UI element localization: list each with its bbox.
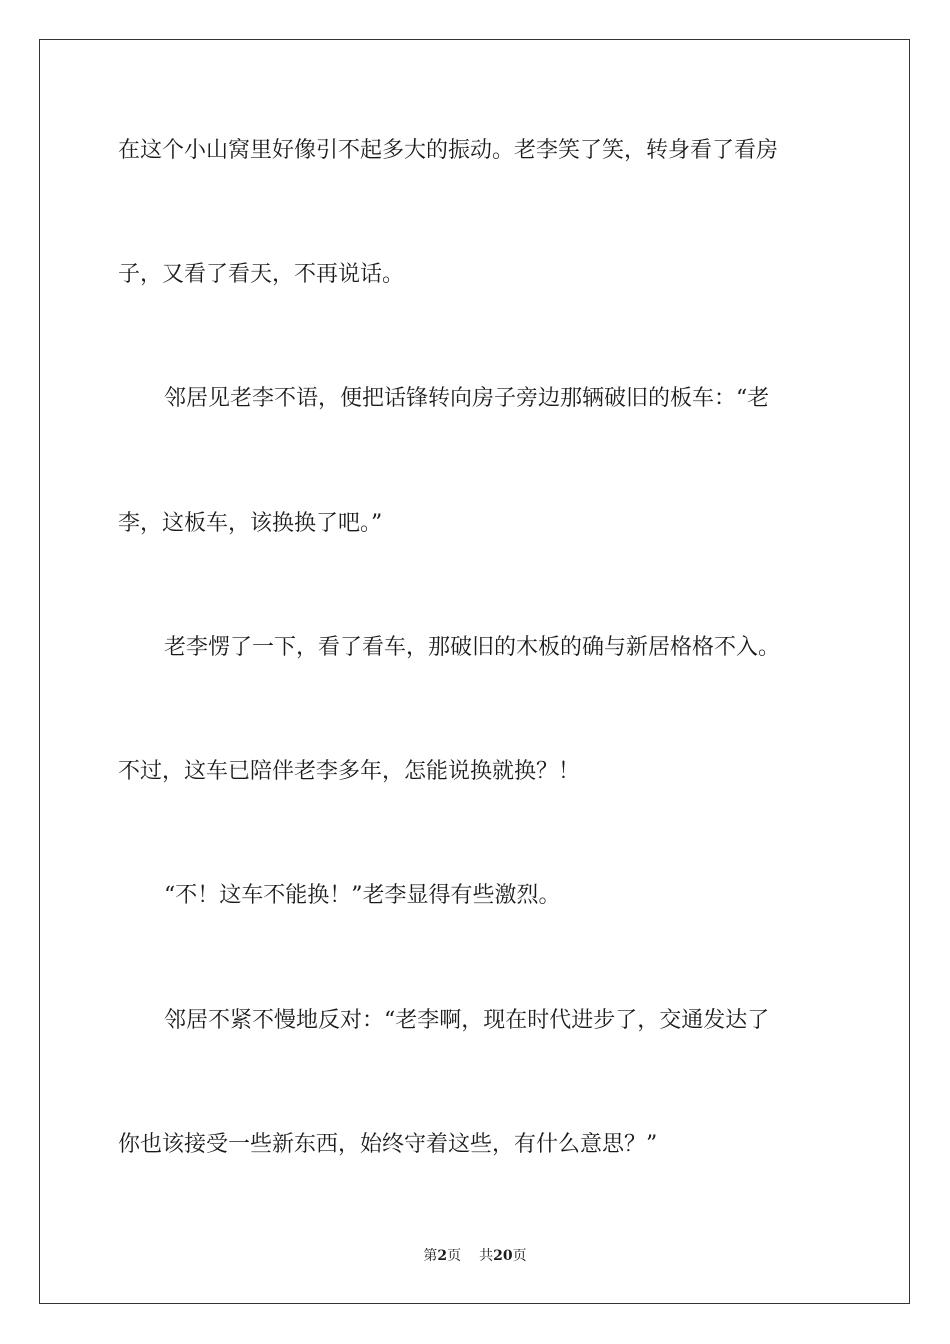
paragraph-start: 邻居见老李不语，便把话锋转向房子旁边那辆破旧的板车：“老 [164, 386, 770, 411]
paragraph-start: “不！这车不能换！”老李显得有些激烈。 [164, 883, 561, 908]
total-suffix: 页 [512, 1248, 527, 1264]
paragraph-start: 老李愣了一下，看了看车，那破旧的木板的确与新居格格不入。 [164, 635, 781, 660]
text-line: 在这个小山窝里好像引不起多大的振动。老李笑了笑，转身看了看房 [118, 138, 779, 163]
text-line: 你也该接受一些新东西，始终守着这些，有什么意思？” [118, 1132, 658, 1157]
page-number: 2 [437, 1248, 448, 1264]
total-prefix: 共 [479, 1248, 494, 1264]
total-pages: 20 [493, 1248, 513, 1264]
text-line: 子，又看了看天，不再说话。 [118, 262, 405, 287]
page-footer [0, 1245, 950, 1265]
text-line: 不过，这车已陪伴老李多年，怎能说换就换？！ [118, 759, 581, 784]
page-border [39, 39, 910, 1304]
paragraph-start: 邻居不紧不慢地反对：“老李啊，现在时代进步了，交通发达了 [164, 1008, 770, 1033]
text-line: 李，这板车，该换换了吧。” [118, 511, 383, 536]
page-prefix: 第 [423, 1248, 438, 1264]
page-suffix: 页 [447, 1248, 462, 1264]
